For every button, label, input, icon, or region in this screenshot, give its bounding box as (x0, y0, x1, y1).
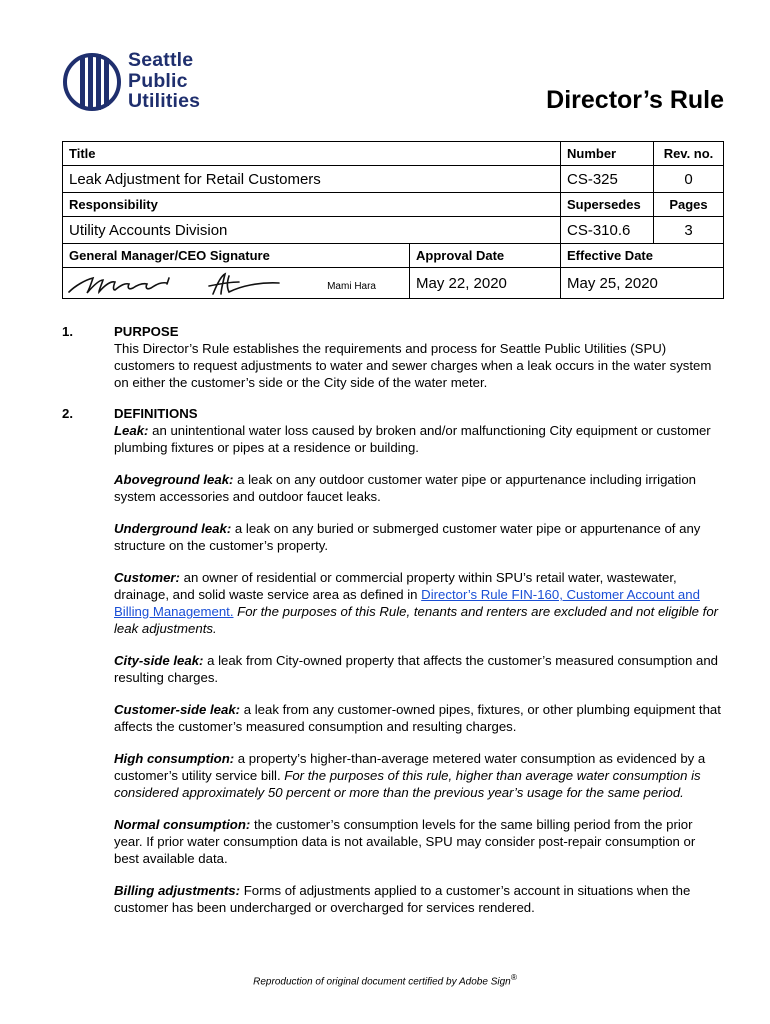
rev-label: Rev. no. (654, 142, 724, 166)
responsibility-label: Responsibility (63, 193, 561, 217)
supersedes-value: CS-310.6 (561, 217, 654, 244)
definition-term: Aboveground leak: (114, 472, 234, 487)
definition-normal-consumption (114, 816, 722, 867)
definition-term: Underground leak: (114, 521, 232, 536)
definition-text: a leak from City-owned property that affects the customer’s measured consumption and resulting charges. (114, 653, 718, 685)
header-label-row-1 (63, 142, 724, 166)
section-title: DEFINITIONS (114, 406, 198, 421)
rev-value: 0 (654, 166, 724, 193)
purpose-text: This Director’s Rule establishes the requirements and process for Seattle Public Utilities (SPU) customers to request adjustments to water and sewer charges when a leak occurs in the water system on either the customer’s side or the City side of the water meter. (114, 341, 712, 390)
org-name-line3: Utilities (128, 90, 201, 112)
definition-billing-adjustments (114, 882, 722, 916)
pages-value: 3 (654, 217, 724, 244)
section-purpose (62, 323, 722, 391)
org-name-line2: Public (128, 69, 188, 92)
section-title: PURPOSE (114, 324, 179, 339)
header-value-row-3 (63, 268, 724, 299)
definition-note: For the purposes of this Rule, tenants and renters are excluded and not eligible for leak adjustments. (114, 604, 719, 636)
definition-city-side-leak (114, 652, 722, 686)
section-number: 2. (62, 406, 73, 421)
section-number: 1. (62, 324, 73, 339)
definition-term: City-side leak: (114, 653, 204, 668)
definition-text: Forms of adjustments applied to a customer’s account in situations when the customer has been undercharged or overcharged for services rendered. (114, 883, 691, 915)
section-definitions (62, 405, 722, 931)
rule-body (62, 323, 722, 931)
footer-text: Reproduction of original document certified by Adobe Sign (253, 976, 511, 988)
definition-aboveground-leak (114, 471, 722, 505)
certification-footer (0, 972, 770, 987)
spu-logo (62, 50, 200, 114)
title-label: Title (63, 142, 561, 166)
header-value-row-2 (63, 217, 724, 244)
supersedes-label: Supersedes (561, 193, 654, 217)
definition-term: Customer: (114, 570, 180, 585)
header-label-row-3 (63, 244, 724, 268)
document-type-title: Director’s Rule (546, 86, 724, 114)
definition-customer-side-leak (114, 701, 722, 735)
fin-160-rule-link[interactable]: Director’s Rule FIN-160, Customer Account and Billing Management. (114, 587, 700, 619)
definition-text: an owner of residential or commercial property within SPU’s retail water, wastewater, drainage, and solid waste service area as defined in (114, 570, 677, 602)
definition-high-consumption (114, 750, 722, 801)
header-label-row-2 (63, 193, 724, 217)
rule-header-table (62, 141, 724, 299)
approval-date-label: Approval Date (410, 244, 561, 268)
pages-label: Pages (654, 193, 724, 217)
definition-note: For the purposes of this rule, higher than average water consumption is considered approximately 50 percent or more than the previous year’s usage for the same period. (114, 768, 701, 800)
signature-label: General Manager/CEO Signature (63, 244, 410, 268)
definition-term: Customer-side leak: (114, 702, 241, 717)
spu-logo-icon (62, 50, 122, 114)
definition-term: Billing adjustments: (114, 883, 241, 898)
definition-text: a leak on any buried or submerged customer water pipe or appurtenance of any structure on the customer’s property. (114, 521, 701, 553)
definition-term: Normal consumption: (114, 817, 251, 832)
title-value: Leak Adjustment for Retail Customers (63, 166, 561, 193)
definition-text: a property’s higher-than-average metered water consumption as evidenced by a customer’s utility service bill. (114, 751, 706, 783)
header-value-row-1 (63, 166, 724, 193)
definition-text: an unintentional water loss caused by broken and/or malfunctioning City equipment or customer plumbing fixtures or pipes at a residence or building. (114, 423, 711, 455)
responsibility-value: Utility Accounts Division (63, 217, 561, 244)
definition-term: Leak: (114, 423, 149, 438)
number-label: Number (561, 142, 654, 166)
definition-leak (114, 422, 722, 456)
org-name (128, 50, 200, 112)
definition-text: a leak from any customer-owned pipes, fixtures, or other plumbing equipment that affects the customer’s measured consumption and resulting charges. (114, 702, 721, 734)
effective-date-label: Effective Date (561, 244, 724, 268)
definition-text: the customer’s consumption levels for the same billing period from the prior year. If prior water consumption data is not available, SPU may consider post-repair consumption or best available data. (114, 817, 696, 866)
signature-cell (63, 268, 410, 299)
org-name-line1: Seattle (128, 49, 194, 71)
registered-mark: ® (510, 972, 517, 982)
number-value: CS-325 (561, 166, 654, 193)
definition-customer (114, 569, 722, 637)
effective-date-value: May 25, 2020 (561, 268, 724, 299)
signer-name: Mami Hara (327, 281, 376, 292)
definition-underground-leak (114, 520, 722, 554)
handwritten-signature (63, 268, 293, 299)
definition-term: High consumption: (114, 751, 235, 766)
approval-date-value: May 22, 2020 (410, 268, 561, 299)
definition-text: a leak on any outdoor customer water pipe or appurtenance including irrigation system accessories and outdoor faucet leaks. (114, 472, 697, 504)
